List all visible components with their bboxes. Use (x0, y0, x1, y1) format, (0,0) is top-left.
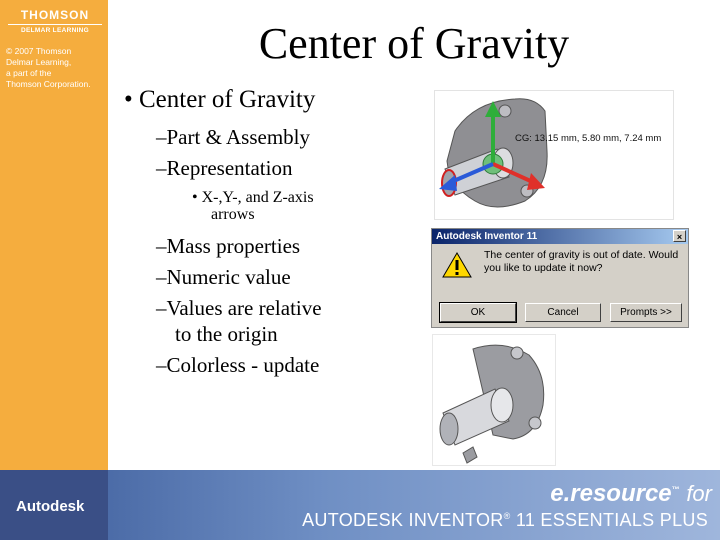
copyright-notice (6, 46, 106, 90)
trademark: ™ (671, 485, 680, 494)
copyright-line: © 2007 Thomson (6, 46, 72, 56)
bullet-item: –Representation (156, 156, 293, 180)
sub-bullet (192, 189, 424, 223)
update-dialog (431, 228, 689, 328)
eresource-logo (550, 480, 712, 508)
product-title: AUTODESK INVENTOR (302, 510, 504, 530)
cg-readout: CG: 13.15 mm, 5.80 mm, 7.24 mm (515, 133, 662, 144)
bullet-list (124, 86, 424, 378)
dialog-titlebar (432, 229, 688, 244)
product-suffix: 11 ESSENTIALS PLUS (510, 510, 708, 530)
autodesk-logo: Autodesk (16, 498, 85, 515)
bullet-item: –Part & Assembly (156, 125, 311, 149)
dialog-title: Autodesk Inventor 11 (436, 231, 538, 242)
warning-icon (442, 251, 472, 284)
cg-part-image (434, 90, 674, 220)
brand-name: THOMSON (20, 8, 90, 22)
autodesk-logo-box (0, 470, 108, 540)
eresource-text: e.resource (550, 480, 672, 507)
cancel-button[interactable]: Cancel (525, 303, 601, 322)
brand-rule (8, 24, 102, 25)
bullet-item (156, 295, 424, 347)
eresource-for: for (686, 481, 712, 506)
cg-part-illustration (435, 91, 673, 219)
bullet-item: –Colorless - update (156, 353, 320, 377)
close-icon[interactable]: × (673, 230, 686, 242)
slide-title: Center of Gravity (258, 19, 570, 68)
copyright-line: Thomson Corporation. (6, 79, 91, 89)
prompts-button[interactable]: Prompts >> (610, 303, 682, 322)
bullet-line: to the origin (175, 322, 278, 346)
registered-mark: ® (503, 511, 511, 521)
sidebar (0, 0, 108, 470)
bullet-item: –Mass properties (156, 234, 301, 258)
bullet-main: • Center of Gravity (124, 86, 316, 113)
footer-banner (0, 470, 720, 540)
copyright-line: Delmar Learning, (6, 57, 72, 67)
part-illustration (433, 335, 555, 465)
brand-subtitle: DELMAR LEARNING (20, 27, 90, 34)
ok-button[interactable]: OK (440, 303, 516, 322)
publisher-logo (8, 8, 102, 34)
dialog-message: The center of gravity is out of date. Would you like to update it now? (484, 249, 679, 274)
bullet-line: –Values are relative (156, 296, 322, 320)
bullet-item: –Numeric value (156, 265, 291, 289)
part-no-cg-image (432, 334, 556, 466)
copyright-line: a part of the (6, 68, 52, 78)
sub-bullet-line: • X-,Y-, and Z-axis (192, 189, 314, 206)
product-name (302, 510, 708, 531)
sub-bullet-line: arrows (211, 206, 255, 223)
